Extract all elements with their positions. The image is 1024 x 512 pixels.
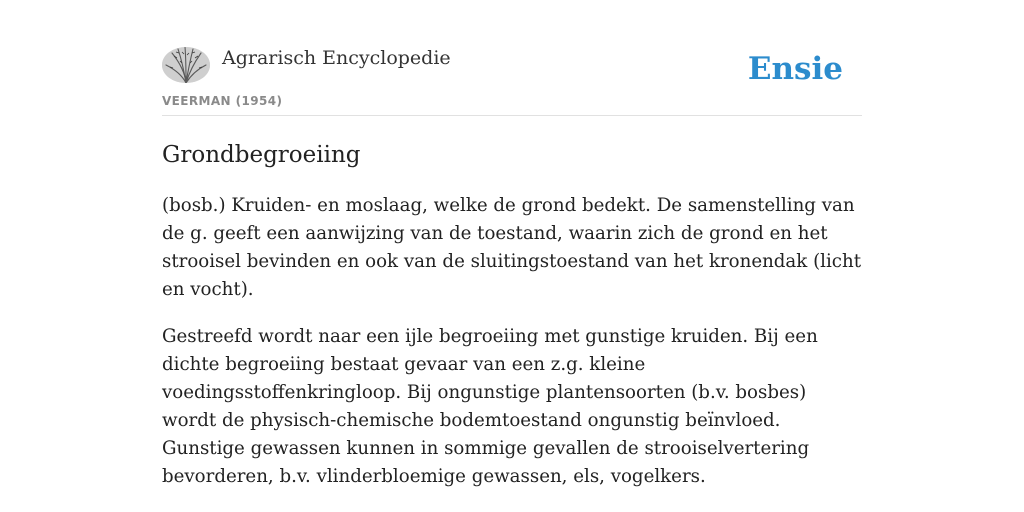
entry-term: Grondbegroeiing [162, 142, 361, 168]
page-container [162, 0, 862, 512]
source-header [162, 0, 862, 116]
source-subtitle: VEERMAN (1954) [162, 94, 283, 108]
entry-paragraph: Gestreefd wordt naar een ijle begroeiing met gunstige kruiden. Bij een dichte begroeiing bestaat gevaar van een z.g. kleine voedingsstoffenkringloop. Bij ongunstige plantensoorten (b.v. bosbes) wordt de physisch-chemische bodemtoestand ongunstig beïnvloed. Gunstige gewassen kunnen in sommige gevallen de strooiselvertering bevorderen, b.v. vlinderbloemige gewassen, els, vogelkers. [162, 326, 818, 487]
grass-sheaf-icon [162, 47, 210, 83]
ensie-logo-link[interactable]: Ensie [747, 51, 843, 87]
source-thumbnail[interactable] [162, 47, 210, 83]
entry-body [162, 192, 862, 510]
source-title[interactable]: Agrarisch Encyclopedie [222, 47, 451, 69]
entry-paragraph: (bosb.) Kruiden- en moslaag, welke de grond bedekt. De samenstelling van de g. geeft een aanwijzing van de toestand, waarin zich de grond en het strooisel bevinden en ook van de sluitingstoestand van het kronendak (licht en vocht). [162, 195, 862, 300]
